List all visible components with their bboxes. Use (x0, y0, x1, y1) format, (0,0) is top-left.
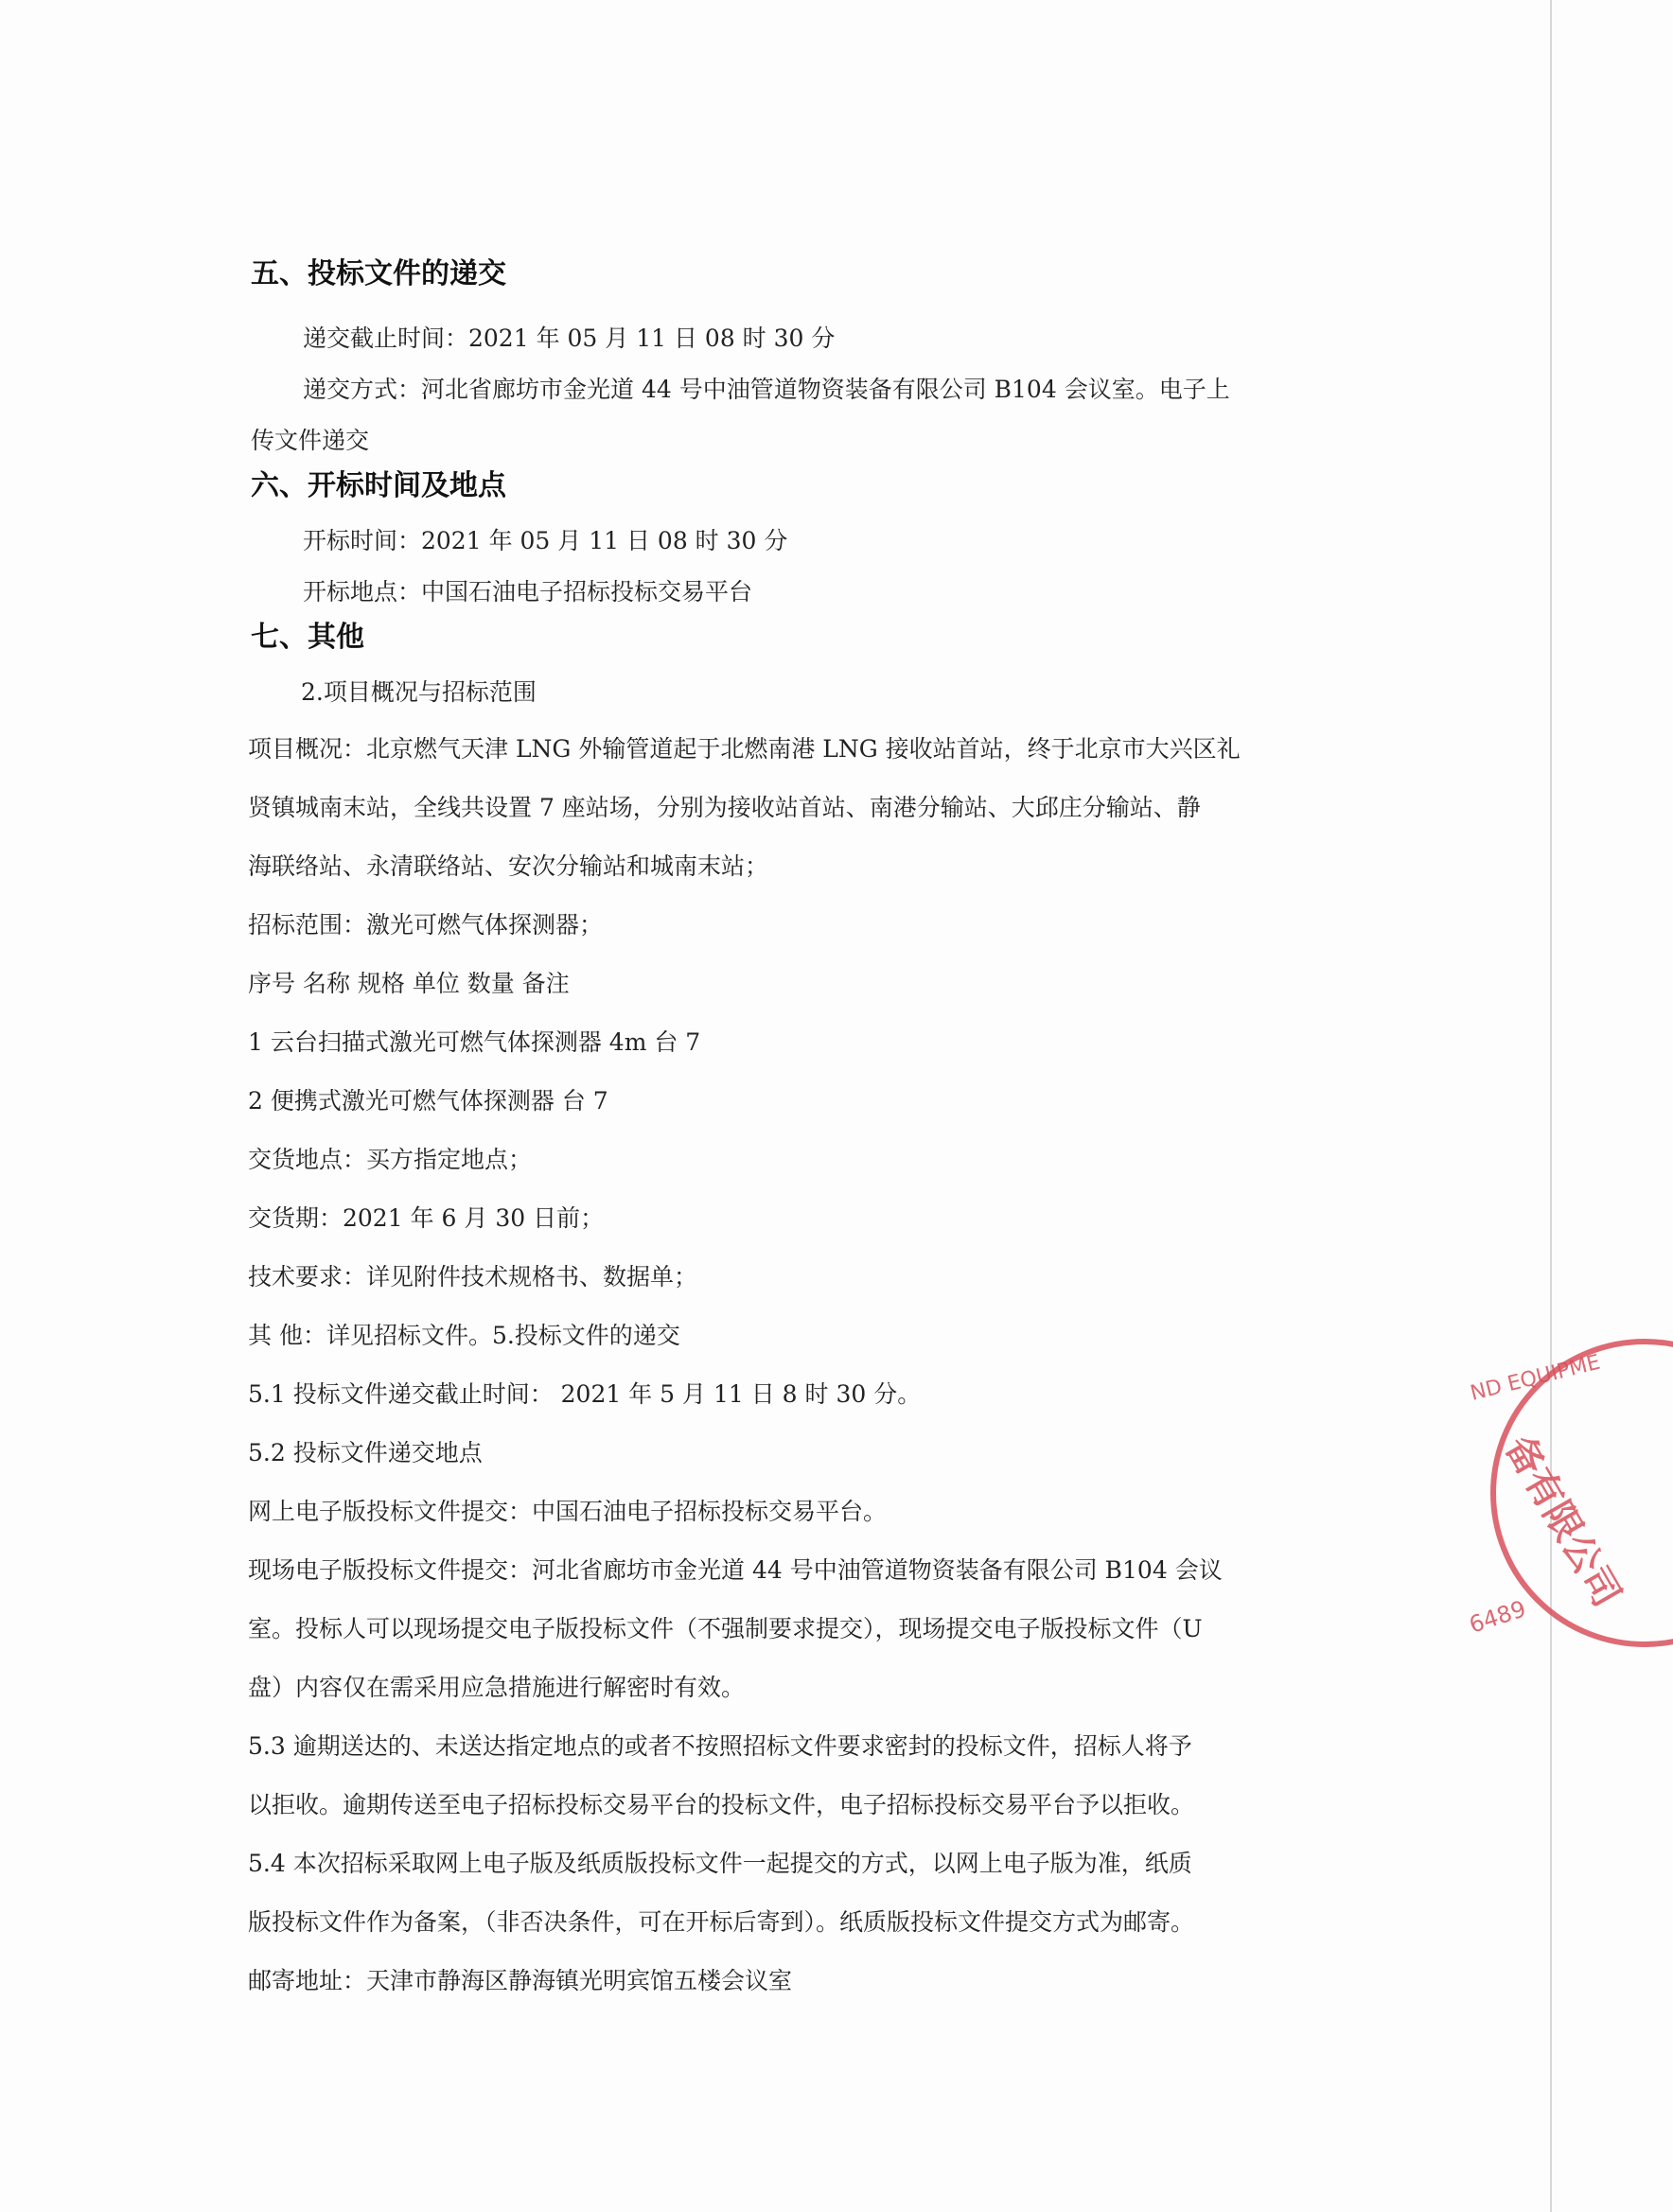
clause-5-4-line-1: 5.4 本次招标采取网上电子版及纸质版投标文件一起提交的方式，以网上电子版为准，纸质 (248, 1850, 1192, 1877)
page-edge-line (1550, 0, 1552, 2212)
clause-5-4-line-2: 版投标文件作为备案，（非否决条件，可在开标后寄到）。纸质版投标文件提交方式为邮寄。 (248, 1908, 1195, 1936)
company-seal-stamp (1465, 1332, 1673, 1654)
other-info: 其 他：详见招标文件。5.投标文件的递交 (248, 1322, 680, 1349)
opening-time: 开标时间：2021 年 05 月 11 日 08 时 30 分 (303, 527, 788, 554)
item-row-1: 1 云台扫描式激光可燃气体探测器 4m 台 7 (248, 1028, 701, 1056)
overview-line-2: 贤镇城南末站，全线共设置 7 座站场，分别为接收站首站、南港分输站、大邱庄分输站、静 (248, 794, 1201, 821)
submission-method-line-2: 传文件递交 (251, 427, 370, 454)
place-5-2: 5.2 投标文件递交地点 (248, 1439, 483, 1466)
section-6-heading: 六、开标时间及地点 (251, 469, 506, 502)
clause-5-3-line-1: 5.3 逾期送达的、未送达指定地点的或者不按照招标文件要求密封的投标文件，招标人将予 (248, 1732, 1192, 1760)
section-7-heading: 七、其他 (251, 621, 364, 654)
tender-scope: 招标范围：激光可燃气体探测器； (248, 911, 604, 939)
submission-deadline: 递交截止时间：2021 年 05 月 11 日 08 时 30 分 (303, 325, 836, 352)
overview-line-3: 海联络站、永清联络站、安次分输站和城南末站； (248, 852, 769, 880)
technical-requirements: 技术要求：详见附件技术规格书、数据单； (248, 1263, 698, 1290)
seal-number: 6489 (1466, 1595, 1529, 1639)
seal-text-chars: 备有限公司 (1496, 1429, 1629, 1615)
deadline-5-1: 5.1 投标文件递交截止时间： 2021 年 5 月 11 日 8 时 30 分。 (248, 1380, 922, 1408)
onsite-submission-line-2: 室。投标人可以现场提交电子版投标文件（不强制要求提交），现场提交电子版投标文件（U (248, 1615, 1203, 1642)
submission-method-line-1: 递交方式：河北省廊坊市金光道 44 号中油管道物资装备有限公司 B104 会议室。电子上 (303, 376, 1230, 403)
mailing-address: 邮寄地址：天津市静海区静海镇光明宾馆五楼会议室 (248, 1967, 793, 1994)
section-5-heading: 五、投标文件的递交 (251, 257, 506, 290)
seal-text-top: ND EQUIPME (1468, 1350, 1603, 1406)
project-subheading: 2.项目概况与招标范围 (301, 678, 537, 706)
delivery-date: 交货期：2021 年 6 月 30 日前； (248, 1204, 605, 1232)
delivery-place: 交货地点：买方指定地点； (248, 1146, 533, 1173)
overview-line-1: 项目概况：北京燃气天津 LNG 外输管道起于北燃南港 LNG 接收站首站，终于北京市大兴区礼 (248, 735, 1241, 763)
item-table-header: 序号 名称 规格 单位 数量 备注 (248, 970, 570, 997)
clause-5-3-line-2: 以拒收。逾期传送至电子招标投标交易平台的投标文件，电子招标投标交易平台予以拒收。 (248, 1791, 1195, 1818)
onsite-submission-line-3: 盘）内容仅在需采用应急措施进行解密时有效。 (248, 1674, 746, 1701)
opening-place: 开标地点：中国石油电子招标投标交易平台 (303, 578, 753, 606)
online-submission: 网上电子版投标文件提交：中国石油电子招标投标交易平台。 (248, 1498, 888, 1525)
item-row-2: 2 便携式激光可燃气体探测器 台 7 (248, 1087, 608, 1115)
onsite-submission-line-1: 现场电子版投标文件提交：河北省廊坊市金光道 44 号中油管道物资装备有限公司 B104 会议 (248, 1556, 1223, 1584)
